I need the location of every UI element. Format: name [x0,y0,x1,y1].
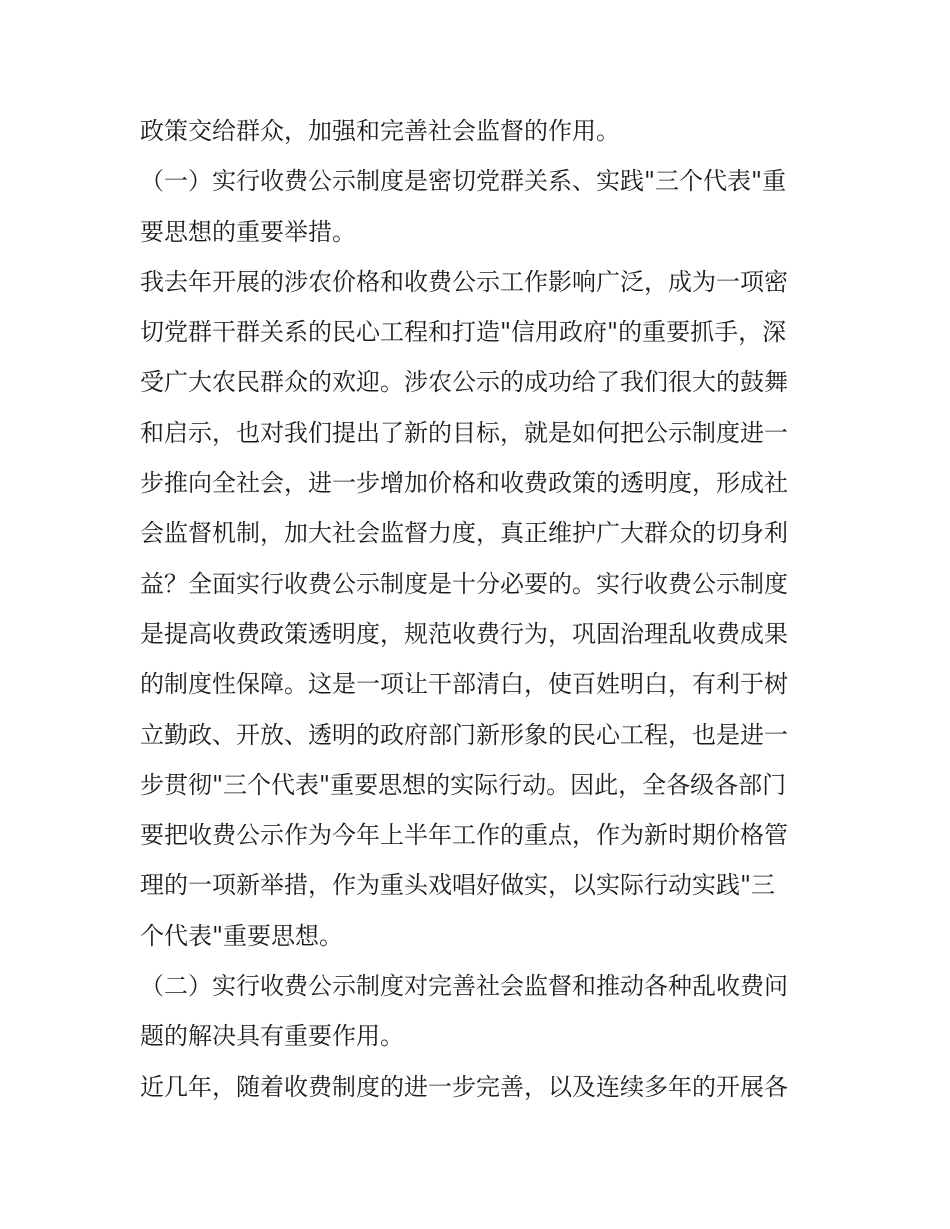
text-line: 会监督机制，加大社会监督力度，真正维护广大群众的切身利 [140,519,788,548]
text-line: 和启示，也对我们提出了新的目标，就是如何把公示制度进一 [140,418,788,447]
section-heading-line: （一）实行收费公示制度是密切党群关系、实践"三个代表"重 [140,167,787,196]
text-line: 是提高收费政策透明度，规范收费行为，巩固治理乱收费成果 [140,619,788,648]
text-line: 我去年开展的涉农价格和收费公示工作影响广泛，成为一项密 [140,267,788,296]
text-line: 步推向全社会，进一步增加价格和收费政策的透明度，形成社 [140,469,788,498]
section-heading-line: （二）实行收费公示制度对完善社会监督和推动各种乱收费问 [140,972,788,1001]
document-body [140,106,820,1112]
text-line: 政策交给群众，加强和完善社会监督的作用。 [140,117,620,145]
text-line: 步贯彻"三个代表"重要思想的实际行动。因此，全各级各部门 [140,770,787,799]
text-line: 切党群干群关系的民心工程和打造"信用政府"的重要抓手，深 [140,318,787,347]
text-line: 益？全面实行收费公示制度是十分必要的。实行收费公示制度 [140,569,788,598]
text-line: 的制度性保障。这是一项让干部清白，使百姓明白，有利于树 [140,670,788,699]
text-line: 受广大农民群众的欢迎。涉农公示的成功给了我们很大的鼓舞 [140,368,788,397]
section-heading-line: 题的解决具有重要作用。 [140,1022,404,1051]
section-heading-line: 要思想的重要举措。 [140,217,356,246]
text-line: 立勤政、开放、透明的政府部门新形象的民心工程，也是进一 [140,720,788,749]
text-line: 要把收费公示作为今年上半年工作的重点，作为新时期价格管 [140,821,788,850]
text-line: 个代表"重要思想。 [140,921,344,950]
text-line: 近几年，随着收费制度的进一步完善，以及连续多年的开展各 [140,1072,788,1101]
text-line: 理的一项新举措，作为重头戏唱好做实，以实际行动实践"三 [140,871,776,900]
